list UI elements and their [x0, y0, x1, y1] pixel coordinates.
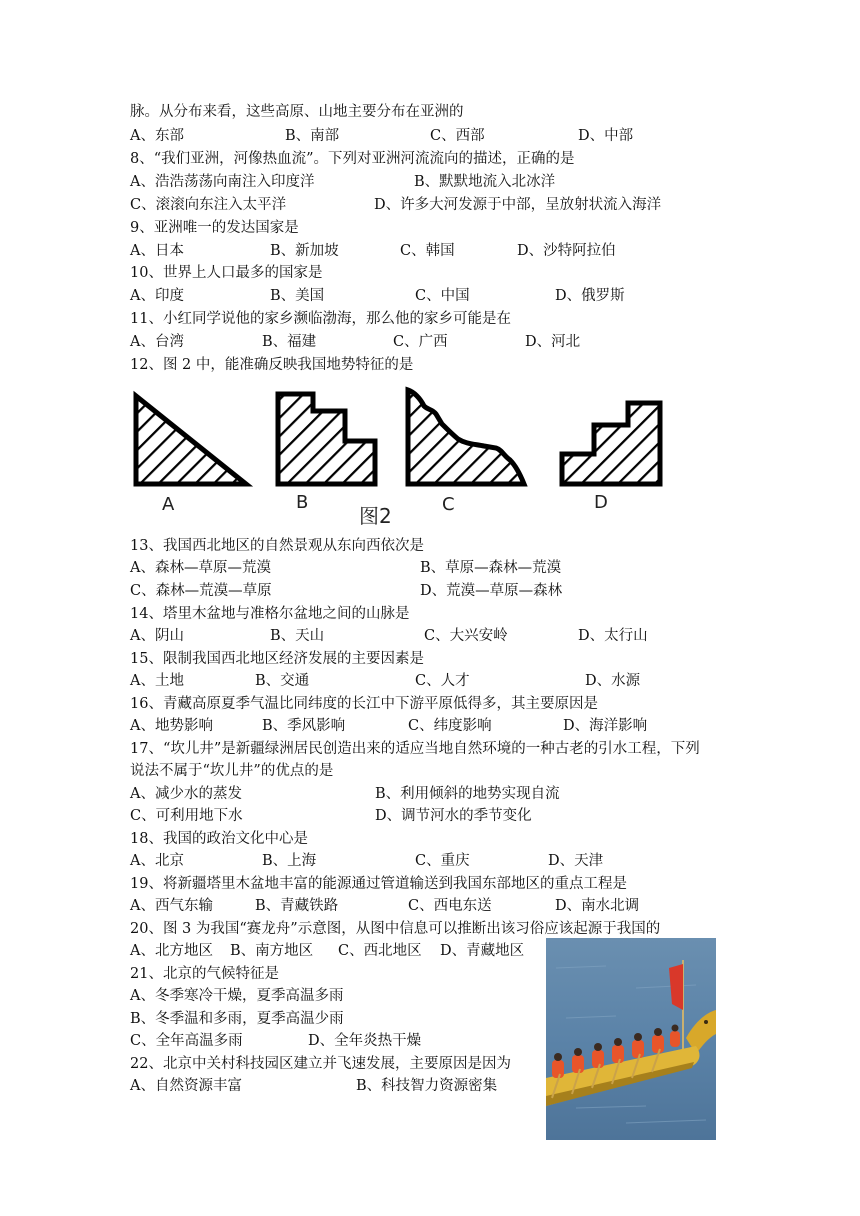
exam-page: 脉。从分布来看，这些高原、山地主要分布在亚洲的 A、东部 B、南部 C、西部 D、中部 8、“我们亚洲，河像热血流”。下列对亚洲河流流向的描述，正确的是 A、浩浩荡荡向南注入印度洋 B、默默地流入北冰洋 C、滚滚向东注入太平洋 D、许多大河发源于中部，呈放射状流入海洋 9、亚洲唯一的发达国家是 A、日本 B、新加坡 C、韩国 D、沙特阿拉伯 10、世界上人口最多的国家是 A、印度 B、美国 C、中国 D、俄罗斯 11、小红同学说他的家乡濒临渤海，那么他的家乡可能是在 A、台湾 B、福建 C、广西 D、河北 12、图 2 中，能准确反映我国地势特征的是 A B 图2 C D 13、我国西北地区的自然景观从东向西依次是 A、森林—草原—荒漠 B、草原—森林—荒漠 C、森林—荒漠—草原 D、荒漠—草原—森林 14、塔里木盆地与准格尔盆地之间的山脉是 A、阴山 B、天山 C、大兴安岭 D、太行山 15、限制我国西北地区经济发展的主要因素是 A、土地 B、交通 C、人才 D、水源 16、青藏高原夏季气温比同纬度的长江中下游平原低得多，其主要原因是 A、地势影响 B、季风影响 C、纬度影响 D、海洋影响 17、“坎儿井”是新疆绿洲居民创造出来的适应当地自然环境的一种古老的引水工程，下列 说法不属于“坎儿井”的优点的是 A、减少水的蒸发 B、利用倾斜的地势实现自流 C、可利用地下水 D、调节河水的季节变化 18、我国的政治文化中心是 A、北京 B、上海 C、重庆 D、天津 19、将新疆塔里木盆地丰富的能源通过管道输送到我国东部地区的重点工程是 A、西气东输 B、青藏铁路 C、西电东送 D、南水北调 20、图 3 为我国“赛龙舟”示意图，从图中信息可以推断出该习俗应该起源于我国的 A、北方地区 B、南方地区 C、西北地区 D、青藏地区 21、北京的气候特征是 A、冬季寒冷干燥，夏季高温多雨 B、冬季温和多雨，夏季高温少雨 C、全年高温多雨 D、全年炎热干燥 22、北京中关村科技园区建立并飞速发展，主要原因是因为 A、自然资源丰富 B、科技智力资源密集 — [0, 0, 860, 1216]
question-19: 19、将新疆塔里木盆地丰富的能源通过管道输送到我国东部地区的重点工程是 — [130, 876, 627, 892]
question-17: 17、“坎儿井”是新疆绿洲居民创造出来的适应当地自然环境的一种古老的引水工程，下列 — [130, 741, 700, 757]
question-13: 13、我国西北地区的自然景观从东向西依次是 — [130, 538, 424, 554]
question-10: 10、世界上人口最多的国家是 — [130, 265, 323, 281]
question-16: 16、青藏高原夏季气温比同纬度的长江中下游平原低得多，其主要原因是 — [130, 696, 598, 712]
option-line: A、冬季寒冷干燥，夏季高温多雨 — [130, 988, 344, 1004]
question-14: 14、塔里木盆地与准格尔盆地之间的山脉是 — [130, 606, 410, 622]
question-20: 20、图 3 为我国“赛龙舟”示意图，从图中信息可以推断出该习俗应该起源于我国的 — [130, 921, 661, 937]
question-22: 22、北京中关村科技园区建立并飞速发展，主要原因是因为 — [130, 1056, 511, 1072]
profile-a-shape — [136, 396, 246, 484]
figure-label-c: C — [442, 494, 455, 515]
question-9: 9、亚洲唯一的发达国家是 — [130, 220, 299, 236]
figure-label-b: B — [296, 492, 309, 513]
option-line: B、冬季温和多雨，夏季高温少雨 — [130, 1011, 344, 1027]
question-17-cont: 说法不属于“坎儿井”的优点的是 — [130, 763, 334, 779]
question-18: 18、我国的政治文化中心是 — [130, 831, 308, 847]
profile-b-shape — [278, 394, 375, 484]
question-11: 11、小红同学说他的家乡濒临渤海，那么他的家乡可能是在 — [130, 311, 511, 327]
profile-c-shape — [408, 390, 524, 484]
figure-caption: 图2 — [359, 504, 392, 528]
profile-d-shape — [562, 403, 660, 484]
question-8: 8、“我们亚洲，河像热血流”。下列对亚洲河流流向的描述，正确的是 — [130, 151, 575, 167]
dragon-boat-photo — [546, 938, 716, 1140]
question-15: 15、限制我国西北地区经济发展的主要因素是 — [130, 651, 424, 667]
figure-label-a: A — [162, 494, 175, 515]
text-line: 脉。从分布来看，这些高原、山地主要分布在亚洲的 — [130, 104, 464, 120]
question-21: 21、北京的气候特征是 — [130, 966, 279, 982]
figure-label-d: D — [594, 492, 608, 513]
question-12: 12、图 2 中，能准确反映我国地势特征的是 — [130, 357, 414, 373]
